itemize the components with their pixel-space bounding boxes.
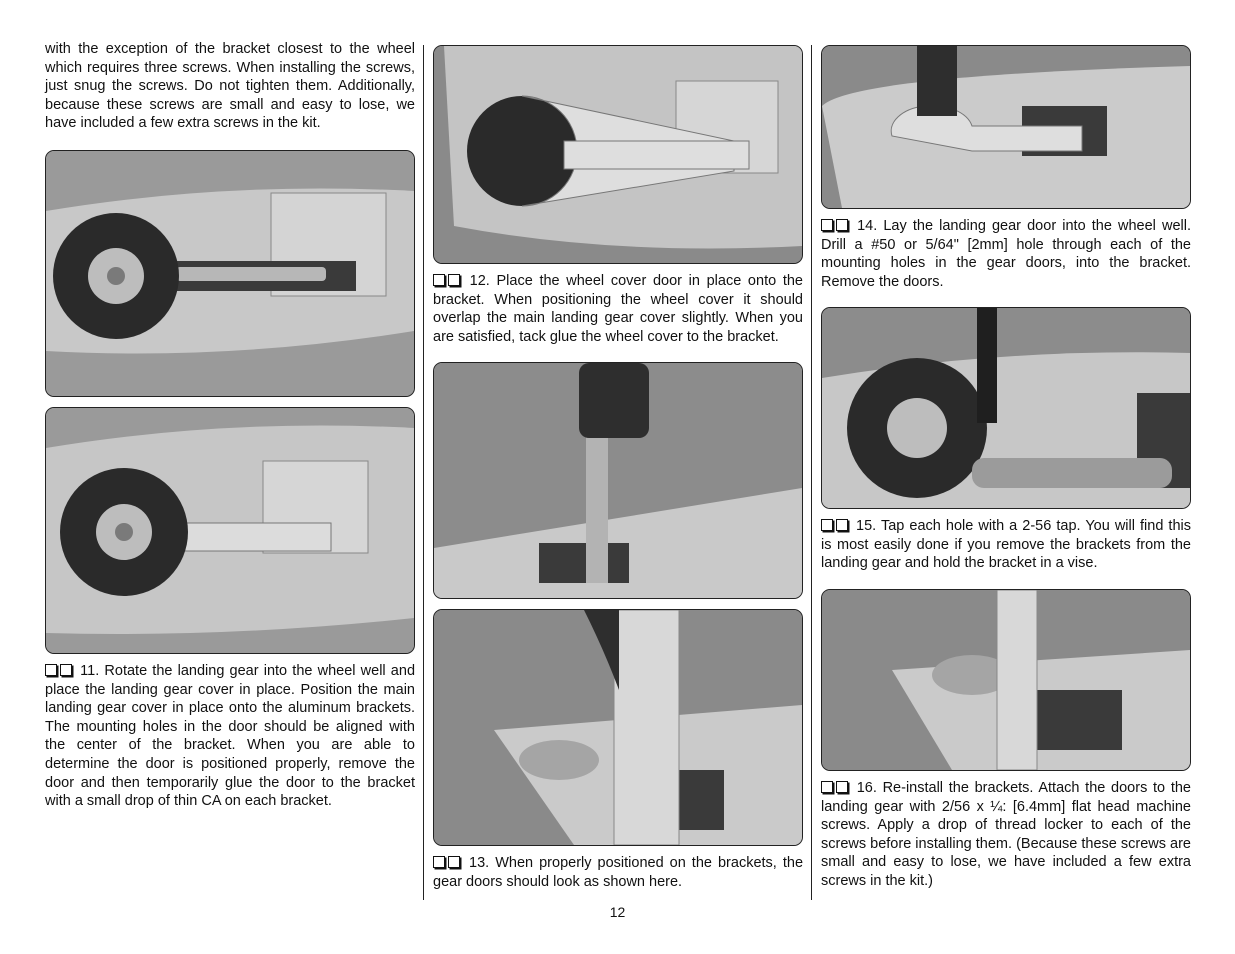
photo-tapping-holes [821,307,1191,509]
step-16-text: 16. Re-install the brackets. Attach the doors to the landing gear with 2/56 x ¼: [6.4mm] flat head machine screws. Apply a drop of thread locker to each of the screws before installing them. (Because these screws are small and easy to lose, we have included a few extra screws in the kit.) [821,780,1191,889]
photo-landing-gear-cover-placed [45,407,415,654]
checkbox-icon[interactable] [45,664,57,676]
checkbox-icon[interactable] [836,219,848,231]
checkbox-icon[interactable] [433,856,445,868]
step-16 [821,779,1191,891]
step-14-text: 14. Lay the landing gear door into the wheel well. Drill a #50 or 5/64" [2mm] hole through each of the mounting holes in the gear doors, into the bracket. Remove the doors. [821,218,1191,290]
step-11-text: 11. Rotate the landing gear into the wheel well and place the landing gear cover in place. Position the main landing gear cover in place onto the aluminum brackets. The mounting holes in the door should be aligned with the center of the bracket. When you are able to determine the door is positioned properly, remove the door and then temporarily glue the door to the bracket with a small drop of thin CA on each bracket. [45,663,416,810]
photo-brackets-reinstalled [821,589,1191,771]
step-12-text: 12. Place the wheel cover door in place onto the bracket. When positioning the wheel cover it should overlap the main landing gear cover slightly. When you are satisfied, tack glue the wheel cover to the bracket. [433,273,803,345]
checkbox-icon[interactable] [60,664,72,676]
checkbox-icon[interactable] [836,781,848,793]
page-number: 12 [609,904,626,920]
photo-landing-gear-retracted [45,150,415,397]
checkbox-icon[interactable] [821,219,833,231]
checkbox-icon[interactable] [448,856,460,868]
intro-paragraph: with the exception of the bracket closest to the wheel which requires three screws. When installing the screws, just snug the screws. Do not tighten them. Additionally, because these screws are small and easy to lose, we have included a few extra screws in the kit. [45,41,415,132]
column-left [45,40,415,133]
column-divider [423,45,424,900]
step-15-text: 15. Tap each hole with a 2-56 tap. You will find this is most easily done if you remove the brackets from the landing gear and hold the bracket in a vise. [821,518,1191,572]
photo-drilling-doors [821,45,1191,209]
checkbox-icon[interactable] [448,274,460,286]
step-13-text: 13. When properly positioned on the brackets, the gear doors should look as shown here. [433,855,804,890]
step-12 [433,272,803,346]
step-15 [821,517,1191,573]
photo-gear-extended-side [433,362,803,599]
checkbox-icon[interactable] [821,519,833,531]
checkbox-icon[interactable] [433,274,445,286]
photo-gear-doors-installed [433,609,803,846]
photo-wheel-cover-door [433,45,803,264]
checkbox-icon[interactable] [836,519,848,531]
step-14 [821,217,1191,291]
checkbox-icon[interactable] [821,781,833,793]
step-13 [433,854,803,891]
column-divider [811,45,812,900]
step-11 [45,662,415,811]
